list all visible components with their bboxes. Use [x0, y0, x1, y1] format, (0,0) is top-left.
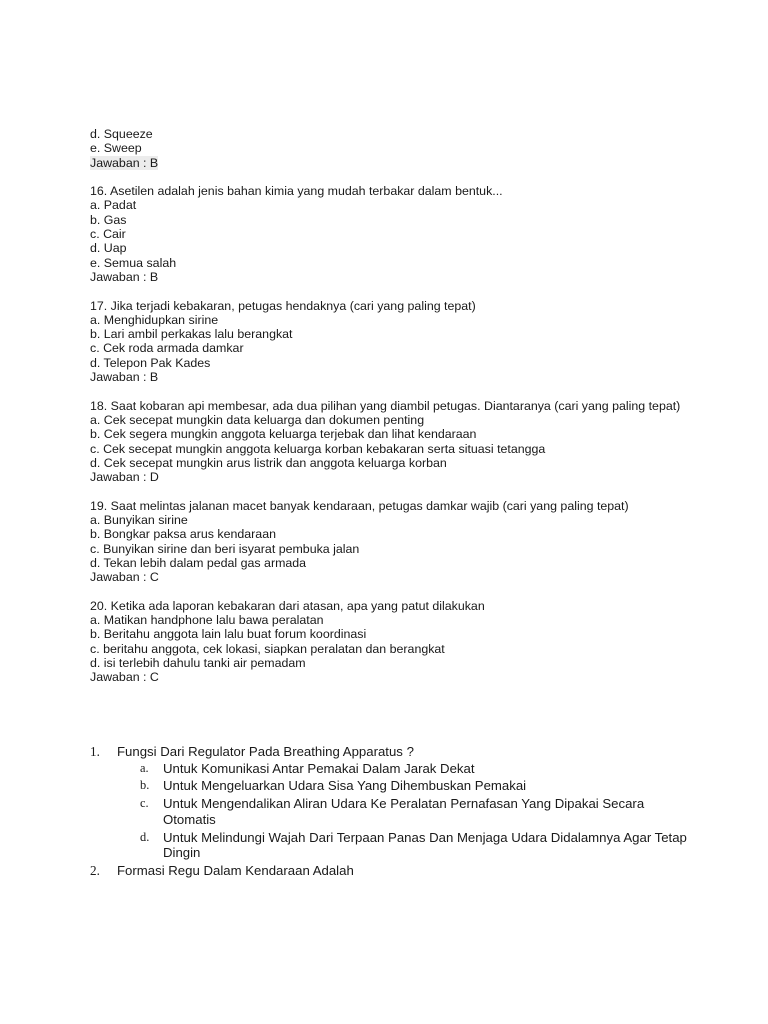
option-line: d. Uap: [90, 241, 127, 256]
answer-line: Jawaban : B: [90, 370, 159, 385]
option-line: a. Padat: [90, 198, 137, 213]
option-item: [90, 830, 690, 861]
option-item: [90, 796, 690, 827]
option-line: d. isi terlebih dahulu tanki air pemadam: [90, 655, 306, 670]
option-line: c. Bunyikan sirine dan beri isyarat pembuka jalan: [90, 541, 360, 556]
option-text: Untuk Mengeluarkan Udara Sisa Yang Dihembuskan Pemakai: [163, 778, 527, 794]
question-number: 1.: [90, 744, 100, 759]
quiz-section-b: [90, 744, 690, 879]
blank-line: [90, 170, 710, 184]
option-line: c. Cek secepat mungkin anggota keluarga korban kebakaran serta situasi tetangga: [90, 441, 546, 456]
option-letter: d.: [140, 829, 150, 844]
blank-line: [90, 484, 710, 498]
option-line: b. Beritahu anggota lain lalu buat forum koordinasi: [90, 627, 367, 642]
question-text: 16. Asetilen adalah jenis bahan kimia yang mudah terbakar dalam bentuk...: [90, 184, 503, 199]
option-text: Untuk Mengendalikan Aliran Udara Ke Peralatan Pernafasan Yang Dipakai Secara Otomatis: [163, 796, 645, 827]
answer-line: Jawaban : B: [90, 269, 159, 284]
answer-line: Jawaban : C: [90, 570, 159, 585]
answer-line: [90, 156, 710, 170]
option-line: b. Lari ambil perkakas lalu berangkat: [90, 327, 293, 342]
question-text: 17. Jika terjadi kebakaran, petugas hendaknya (cari yang paling tepat): [90, 298, 476, 313]
option-line: e. Semua salah: [90, 255, 177, 270]
answer-line: Jawaban : C: [90, 670, 159, 685]
blank-line: [90, 585, 710, 599]
option-text: Untuk Komunikasi Antar Pemakai Dalam Jarak Dekat: [163, 760, 475, 776]
option-letter: c.: [140, 796, 149, 811]
quiz-section-a: [90, 127, 710, 685]
option-line: b. Gas: [90, 212, 127, 227]
question-text: Formasi Regu Dalam Kendaraan Adalah: [117, 862, 354, 878]
option-list: [90, 761, 690, 861]
numbered-question: [90, 863, 690, 879]
option-line: e. Sweep: [90, 141, 142, 156]
option-letter: b.: [140, 778, 150, 793]
option-text: Untuk Melindungi Wajah Dari Terpaan Panas Dan Menjaga Udara Didalamnya Agar Tetap Dingin: [163, 829, 687, 861]
option-letter: a.: [140, 760, 149, 775]
option-line: d. Cek secepat mungkin arus listrik dan anggota keluarga korban: [90, 455, 447, 470]
option-line: d. Squeeze: [90, 127, 153, 141]
option-line: b. Cek segera mungkin anggota keluarga terjebak dan lihat kendaraan: [90, 427, 477, 442]
option-line: d. Tekan lebih dalam pedal gas armada: [90, 555, 307, 570]
option-line: b. Bongkar paksa arus kendaraan: [90, 527, 276, 542]
option-line: c. beritahu anggota, cek lokasi, siapkan peralatan dan berangkat: [90, 641, 445, 656]
option-line: a. Bunyikan sirine: [90, 513, 188, 528]
blank-line: [90, 384, 710, 398]
option-line: a. Menghidupkan sirine: [90, 312, 219, 327]
answer-line: Jawaban : D: [90, 470, 159, 485]
question-text: 18. Saat kobaran api membesar, ada dua pilihan yang diambil petugas. Diantaranya (cari yang paling tepat): [90, 398, 681, 413]
option-line: a. Cek secepat mungkin data keluarga dan dokumen penting: [90, 412, 425, 427]
option-line: a. Matikan handphone lalu bawa peralatan: [90, 613, 324, 628]
numbered-question: [90, 744, 690, 861]
question-number: 2.: [90, 862, 100, 878]
option-item: [90, 778, 690, 794]
highlighted-answer: Jawaban : B: [90, 155, 159, 170]
question-text: 20. Ketika ada laporan kebakaran dari atasan, apa yang patut dilakukan: [90, 598, 485, 613]
option-line: d. Telepon Pak Kades: [90, 355, 211, 370]
blank-line: [90, 284, 710, 298]
option-item: [90, 761, 690, 777]
question-text: Fungsi Dari Regulator Pada Breathing Apparatus ?: [117, 744, 414, 759]
question-text: 19. Saat melintas jalanan macet banyak kendaraan, petugas damkar wajib (cari yang paling tepat): [90, 498, 629, 513]
option-line: c. Cair: [90, 227, 126, 242]
option-line: c. Cek roda armada damkar: [90, 341, 244, 356]
